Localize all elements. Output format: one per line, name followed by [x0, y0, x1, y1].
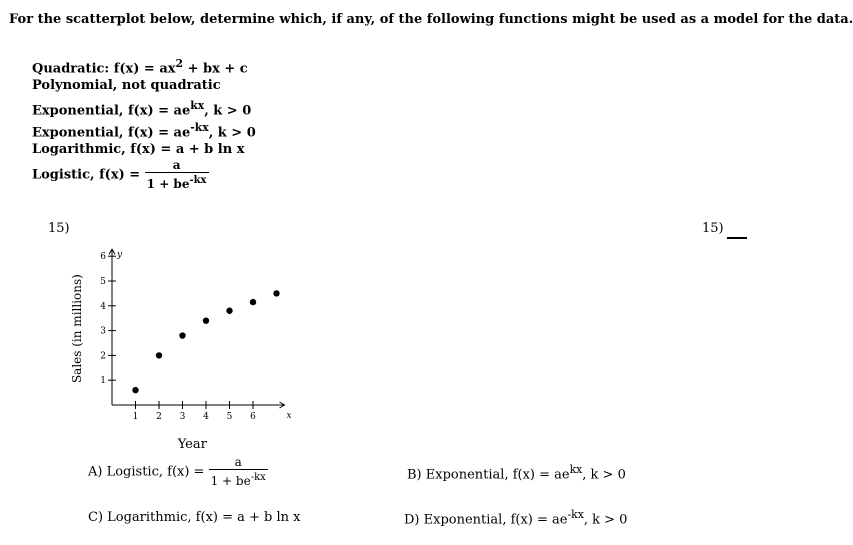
x-tick-label: 6 — [250, 412, 256, 422]
plot-ticks — [100, 252, 256, 422]
function-exponential-negative: Exponential, $f(x) = ae^{-kx}$, k > 0 — [32, 121, 256, 141]
plot-points — [132, 290, 279, 393]
y-tick-label: 6 — [100, 252, 106, 263]
question-header: For the scatterplot below, determine which, if any, of the following functions might be used as a model for the data. — [9, 12, 853, 27]
data-point — [203, 317, 209, 323]
y-axis-letter: y — [117, 250, 123, 261]
y-tick-label: 2 — [100, 351, 106, 362]
question-number-right: 15) — [702, 221, 724, 236]
choice-a[interactable]: A) Logistic, f(x) = $\frac{a}{1 + be^{-kx}}$ — [88, 455, 266, 488]
data-point — [132, 387, 138, 393]
y-tick-label: 5 — [100, 277, 106, 287]
x-axis-letter: x — [286, 411, 292, 421]
x-tick-label: 4 — [203, 412, 209, 422]
function-logistic: Logistic, f(x) = $\frac{a}{1 + be^{-kx}}$ — [32, 158, 207, 191]
choice-b[interactable]: B) Exponential, $f(x) = ae^{kx}$, k > 0 — [407, 463, 626, 483]
data-point — [156, 352, 162, 358]
question-number-left: 15) — [48, 221, 70, 236]
function-logarithmic: Logarithmic, f(x) = a + b ln x — [32, 142, 245, 157]
x-tick-label: 3 — [179, 412, 186, 422]
x-tick-label: 1 — [132, 412, 139, 422]
data-point — [226, 308, 232, 314]
data-point — [179, 332, 185, 338]
y-axis-label: Sales (in millions) — [70, 274, 84, 384]
answer-blank-line[interactable] — [727, 237, 747, 239]
x-tick-label: 5 — [226, 412, 233, 422]
plot-axes — [109, 249, 292, 421]
x-tick-label: 2 — [156, 412, 162, 422]
y-tick-label: 4 — [100, 301, 106, 312]
choice-d[interactable]: D) Exponential, $f(x) = ae^{-kx}$, k > 0 — [404, 508, 628, 528]
function-exponential-positive: Exponential, $f(x) = ae^{kx}$, k > 0 — [32, 99, 252, 119]
scatter-plot — [60, 235, 310, 460]
logistic-fraction: $\frac{a}{1 + be^{-kx}}$ — [146, 158, 207, 191]
x-axis-label: Year — [177, 437, 207, 452]
function-quadratic: Quadratic: $f(x) = ax^2$ + bx + c — [32, 57, 248, 77]
choice-c[interactable]: C) Logarithmic, f(x) = a + b ln x — [88, 510, 301, 525]
choice-a-fraction: $\frac{a}{1 + be^{-kx}}$ — [210, 455, 266, 488]
y-tick-label: 1 — [100, 376, 106, 387]
data-point — [273, 290, 279, 296]
y-tick-label: 3 — [100, 326, 106, 337]
data-point — [250, 299, 256, 305]
function-polynomial: Polynomial, not quadratic — [32, 78, 221, 93]
